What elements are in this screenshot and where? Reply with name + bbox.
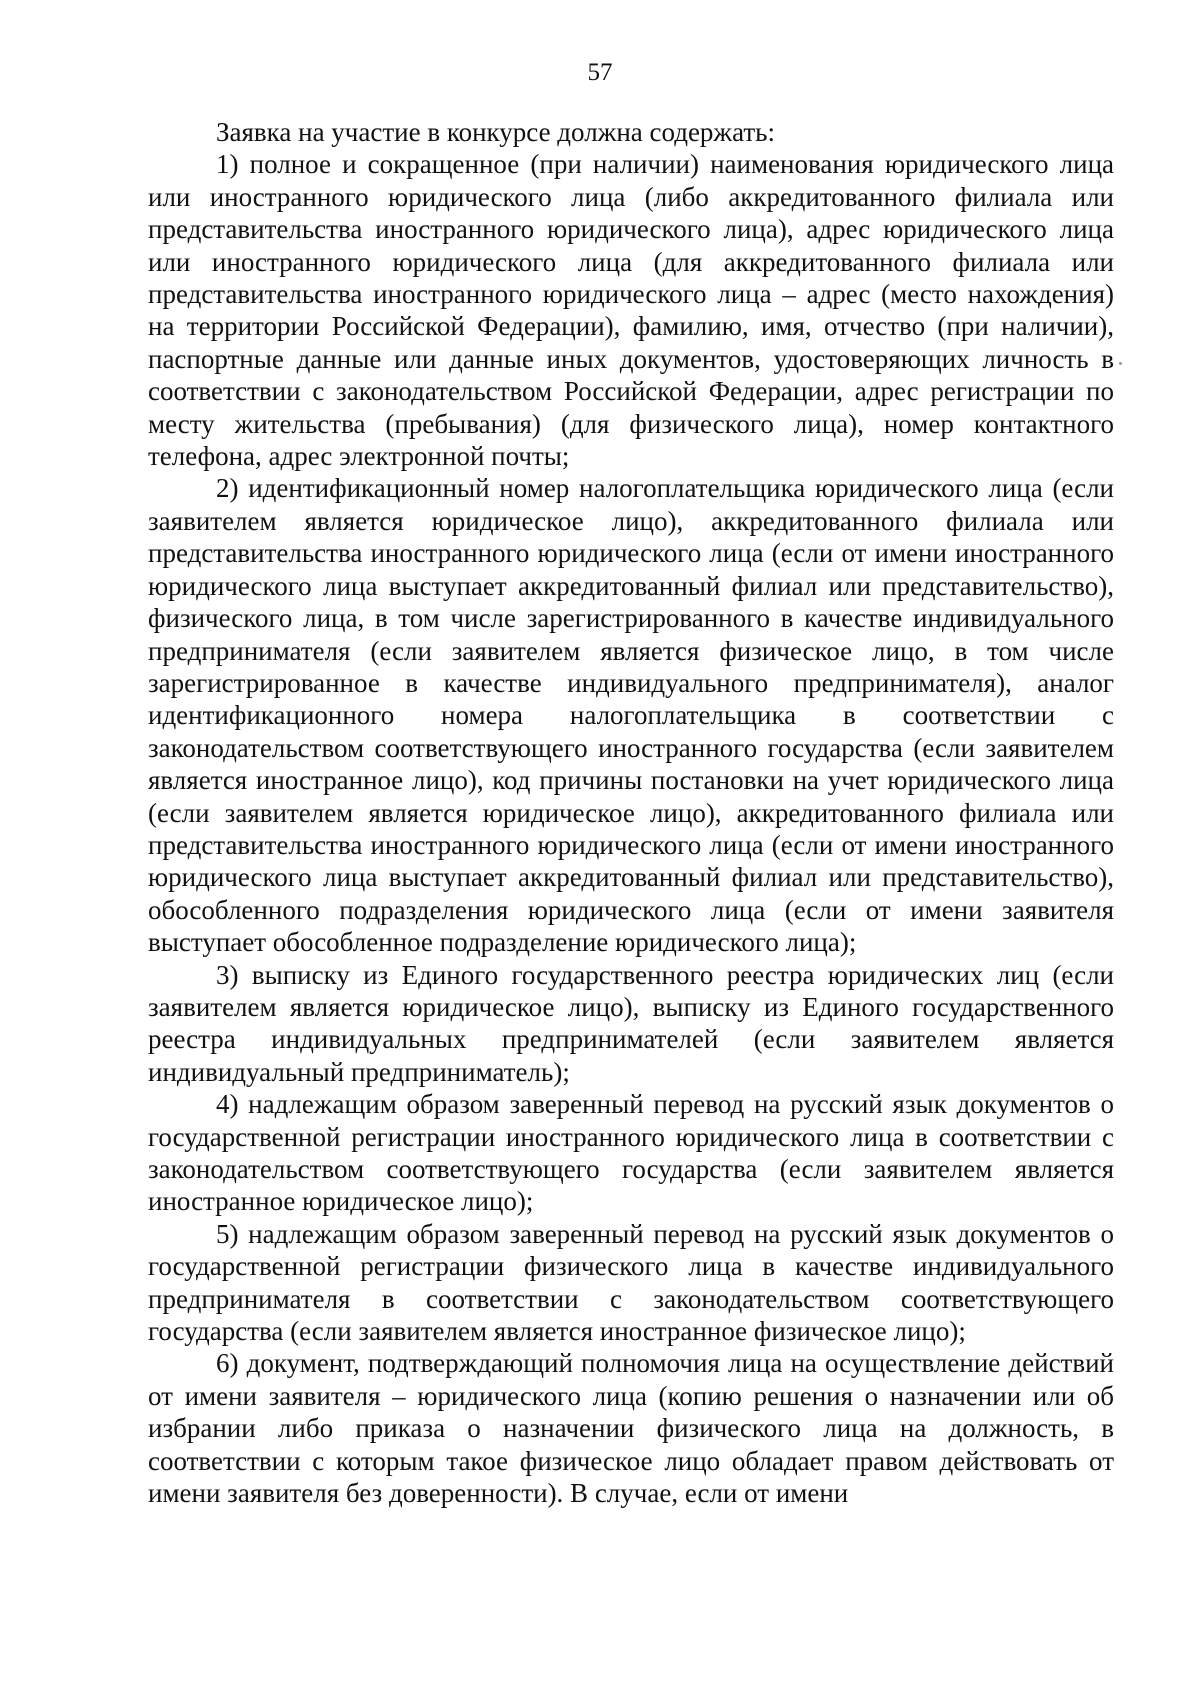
document-body xyxy=(148,116,1114,1509)
list-item-4: 4) надлежащим образом заверенный перевод на русский язык документов о государственной регистрации иностранного юридического лица в соответствии с законодательством соответствующего государства (если заявителем является иностранное юридическое лицо); xyxy=(148,1089,1114,1217)
list-item-5: 5) надлежащим образом заверенный перевод на русский язык документов о государственной регистрации физического лица в качестве индивидуального предпринимателя в соответствии с законодательством соответствующего государства (если заявителем является иностранное физическое лицо); xyxy=(148,1218,1114,1347)
intro-paragraph: Заявка на участие в конкурсе должна содержать: xyxy=(216,117,775,147)
scan-speck xyxy=(1119,362,1122,365)
page-number: 57 xyxy=(587,59,613,86)
list-item-3: 3) выписку из Единого государственного реестра юридических лиц (если заявителем является юридическое лицо), выписку из Единого государственного реестра индивидуальных предпринимателей (если заявителем является индивидуальный предприниматель); xyxy=(148,959,1114,1087)
list-item-6: 6) документ, подтверждающий полномочия лица на осуществление действий от имени заявителя – юридического лица (копию решения о назначении или об избрании либо приказа о назначении физического лица на должность, в соответствии с которым такое физическое лицо обладает правом действовать от имени заявителя без доверенности). В случае, если от имени xyxy=(148,1348,1114,1509)
list-item-1: 1) полное и сокращенное (при наличии) наименования юридического лица или иностранного юридического лица (либо аккредитованного филиала или представительства иностранного юридического лица), адрес юридического лица или иностранного юридического лица (для аккредитованного филиала или представительства иностранного юридического лица – адрес (место нахождения) на территории Российской Федерации), фамилию, имя, отчество (при наличии), паспортные данные или данные иных документов, удостоверяющих личность в соответствии с законодательством Российской Федерации, адрес регистрации по месту жительства (пребывания) (для физического лица), номер контактного телефона, адрес электронной почты; xyxy=(148,149,1114,472)
list-item-2: 2) идентификационный номер налогоплательщика юридического лица (если заявителем является юридическое лицо), аккредитованного филиала или представительства иностранного юридического лица (если от имени иностранного юридического лица выступает аккредитованный филиал или представительство), физического лица, в том числе зарегистрированного в качестве индивидуального предпринимателя (если заявителем является физическое лицо, в том числе зарегистрированное в качестве индивидуального предпринимателя), аналог идентификационного номера налогоплательщика в соответствии с законодательством соответствующего иностранного государства (если заявителем является иностранное лицо), код причины постановки на учет юридического лица (если заявителем является юридическое лицо), аккредитованного филиала или представительства иностранного юридического лица (если от имени иностранного юридического лица выступает аккредитованный филиал или представительство), обособленного подразделения юридического лица (если от имени заявителя выступает обособленное подразделение юридического лица); xyxy=(148,473,1114,958)
